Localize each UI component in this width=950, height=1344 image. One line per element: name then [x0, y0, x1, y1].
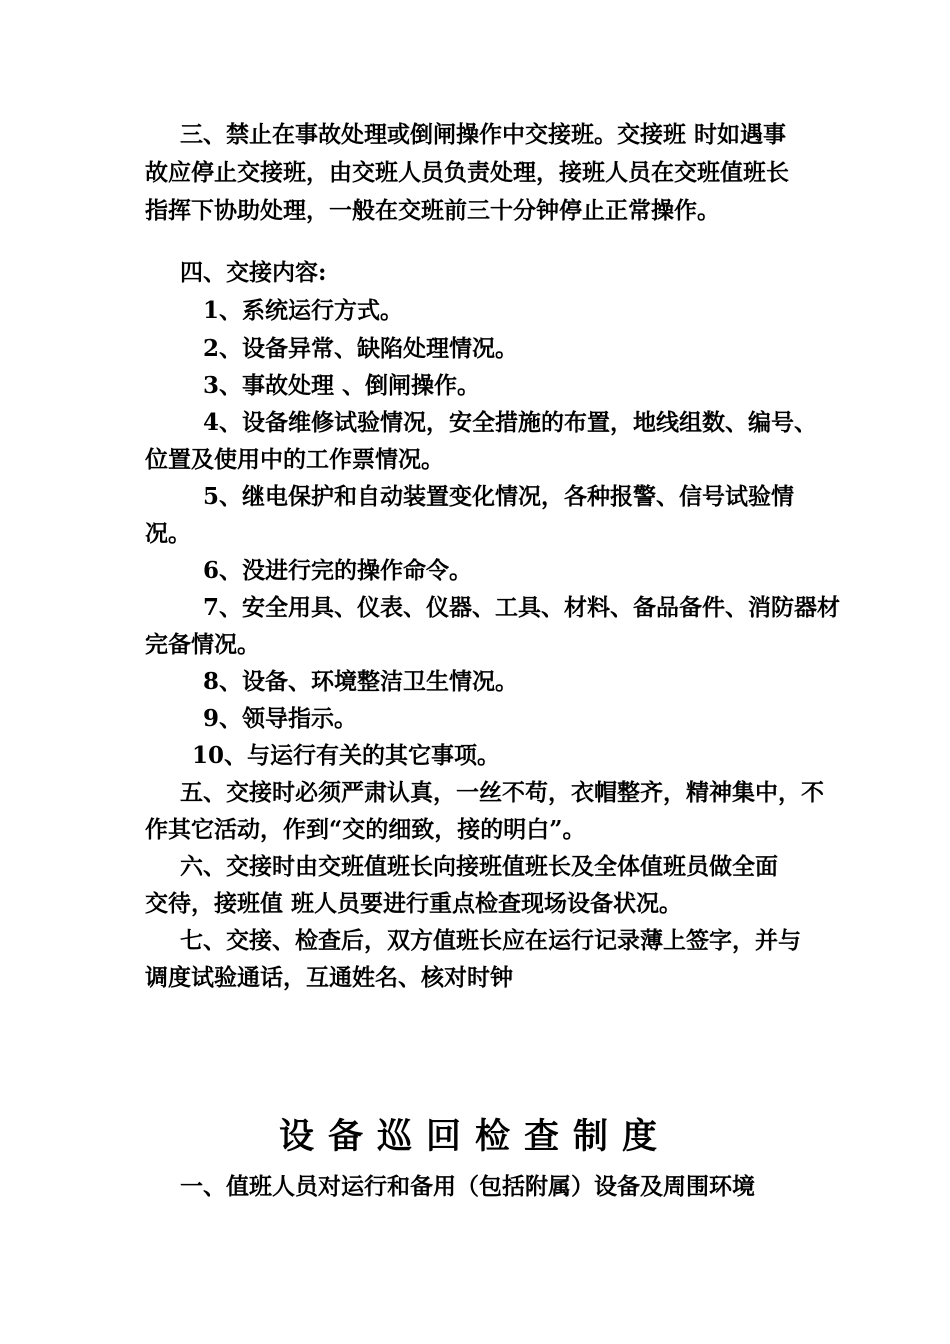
list-item-8: 8、设备、环境整洁卫生情况。: [203, 668, 519, 695]
section-4-heading: 四、交接内容:: [180, 259, 327, 286]
section-5-line-2: 作其它活动，作到“交的细致，接的明白”。: [145, 816, 586, 843]
list-item-5-continued: 况。: [145, 520, 191, 547]
list-item-2: 2、设备异常、缺陷处理情况。: [203, 335, 519, 362]
next-section-line-1: 一、值班人员对运行和备用（包括附属）设备及周围环境: [180, 1173, 755, 1200]
list-item-4: 4、设备维修试验情况，安全措施的布置，地线组数、编号、: [203, 409, 818, 436]
list-item-10: 10、与运行有关的其它事项。: [192, 742, 501, 769]
list-item-4-continued: 位置及使用中的工作票情况。: [145, 446, 444, 473]
section-7-line-2: 调度试验通话，互通姓名、核对时钟: [145, 964, 513, 991]
section-6-line-1: 六、交接时由交班值班长向接班值班长及全体值班员做全面: [180, 853, 778, 880]
list-item-5: 5、继电保护和自动装置变化情况，各种报警、信号试验情: [203, 483, 795, 510]
section-6-line-2: 交待，接班值 班人员要进行重点检查现场设备状况。: [145, 890, 683, 917]
section-5-line-1: 五、交接时必须严肃认真，一丝不苟，衣帽整齐，精神集中，不: [180, 779, 824, 806]
section-3-line-2: 故应停止交接班，由交班人员负责处理，接班人员在交班值班长: [145, 159, 789, 186]
section-7-line-1: 七、交接、检查后，双方值班长应在运行记录薄上签字，并与: [180, 927, 801, 954]
list-item-7-continued: 完备情况。: [145, 631, 260, 658]
list-item-6: 6、没进行完的操作命令。: [203, 557, 473, 584]
list-item-9: 9、领导指示。: [203, 705, 358, 732]
page-title: 设备巡回检查制度: [278, 1116, 671, 1157]
section-3-line-1: 三、禁止在事故处理或倒闸操作中交接班。交接班 时如遇事: [180, 121, 787, 148]
list-item-3: 3、事故处理 、倒闸操作。: [203, 372, 481, 399]
list-item-7: 7、安全用具、仪表、仪器、工具、材料、备品备件、消防器材: [203, 594, 841, 621]
list-item-1: 1、系统运行方式。: [203, 297, 404, 324]
section-3-line-3: 指挥下协助处理，一般在交班前三十分钟停止正常操作。: [145, 197, 720, 224]
